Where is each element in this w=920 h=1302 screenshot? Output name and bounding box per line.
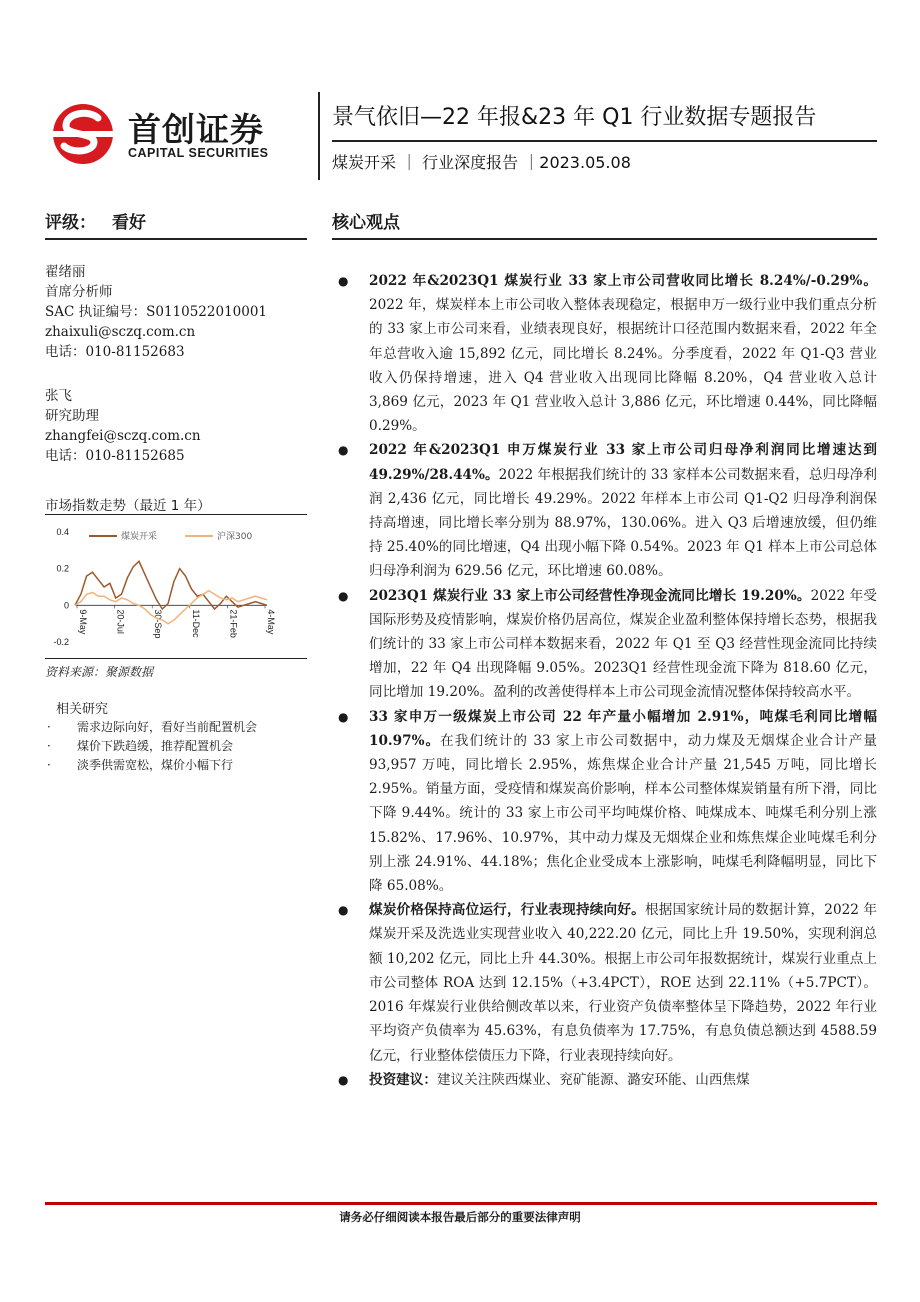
rating-label: 评级： <box>45 213 96 233</box>
legend-label: 煤炭开采 <box>121 532 158 542</box>
market-index-chart <box>45 518 307 658</box>
core-view-body: 2022 年根据我们统计的 33 家样本公司数据来看，总归母净利润 2,436 亿元，同比增长 49.29%。2022 年样本上市公司 Q1-Q2 归母净利润保持高增速，同比增长率分别为 88.97%，130.06%。进入 Q3 后增速放缓，但仍维持 25.40%的同比增速，Q4 出现小幅下降 0.54%。2023 年 Q1 样本上市公司总体归母净利润为 629.56 亿元，环比增速 60.08%。 <box>369 466 878 580</box>
related-research-list <box>45 718 257 775</box>
logo-chinese-text: 首创证券 <box>128 110 264 149</box>
core-view-item <box>332 705 877 899</box>
bullet-icon: ● <box>338 588 349 603</box>
core-view-item <box>332 898 877 1067</box>
core-view-body: 2022 年，煤炭样本上市公司收入整体表现稳定，根据申万一级行业中我们重点分析的 33 家上市公司来看，业绩表现良好，根据统计口径范围内数据来看，2022 年全年总营收入逾 15,892 亿元，同比增长 8.24%。分季度看，2022 年 Q1-Q3 营业收入仍保持增速，进入 Q4 营业收入出现同比降幅 8.20%，Q4 营业收入总计 3,869 亿元，2023 年 Q1 营业收入总计 3,886 亿元，环比增速 0.44%，同比降幅 0.29%。 <box>369 297 877 435</box>
related-research-text: 煤价下跌趋缓，推荐配置机会 <box>77 739 234 753</box>
x-tick-label: 30-Sep <box>153 609 164 639</box>
core-view-headline: 投资建议： <box>369 1071 437 1088</box>
analyst-email[interactable]: zhaixuli@sczq.com.cn <box>45 324 196 340</box>
core-view-body: 根据国家统计局的数据计算，2022 年煤炭开采及洗选业实现营业收入 40,222.20 亿元，同比上升 19.50%，实现利润总额 10,202 亿元，同比上升 44.30%。根据上市公司年报数据统计，煤炭行业重点上市公司整体 ROA 达到 12.15%（+3.4PCT），ROE 达到 22.11%（+5.7PCT）。2016 年煤炭行业供给侧改革以来，行业资产负债率整体呈下降趋势，2022 年行业平均资产负债率为 45.63%，有息负债率为 17.75%，有息负债总额达到 4588.59 亿元，行业整体偿债压力下降，行业表现持续向好。 <box>369 902 878 1064</box>
related-research-title: 相关研究 <box>56 702 109 717</box>
header-divider <box>318 92 320 180</box>
capital-securities-logo-icon <box>50 102 120 166</box>
analyst-sac: SAC 执证编号：S0110522010001 <box>45 304 268 320</box>
x-tick-label: 9-May <box>78 609 88 635</box>
related-research-text: 需求边际向好，看好当前配置机会 <box>77 720 258 734</box>
y-tick-label: 0.2 <box>56 563 69 574</box>
core-view-headline: 33 家申万一级煤炭上市公司 22 年产量小幅增加 2.91%，吨煤毛利同比增幅 10.97%。 <box>369 708 877 749</box>
core-view-body: 2022 年受国际形势及疫情影响，煤炭价格仍居高位，煤炭企业盈利整体保持增长态势，根据我们统计的 33 家上市公司样本数据来看，2022 年 Q1 至 Q3 经营性现金流同比持续增加，22 年 Q4 出现降幅 9.05%。2023Q1 经营性现金流下降为 818.60 亿元，同比增加 19.20%。盈利的改善使得样本上市公司现金流情况整体保持较高水平。 <box>369 587 877 701</box>
related-research-item[interactable] <box>45 756 257 775</box>
rating <box>45 208 146 233</box>
logo-english-text: CAPITAL SECURITIES <box>128 146 269 160</box>
analyst-name: 张飞 <box>45 388 72 404</box>
core-views-list <box>332 269 877 1092</box>
core-view-headline: 2022 年&2023Q1 申万煤炭行业 33 家上市公司归母净利润同比增速达到 49.29%/28.44%。 <box>369 442 877 483</box>
core-views-rule <box>332 238 877 240</box>
rating-value: 看好 <box>112 213 146 233</box>
legend-label: 沪深300 <box>217 532 253 542</box>
bullet-icon: · <box>47 758 51 772</box>
analyst-card <box>45 386 201 466</box>
bullet-icon: ● <box>338 903 349 918</box>
title-rule <box>332 140 877 142</box>
analyst-phone: 电话：010-81152685 <box>45 448 185 464</box>
company-logo <box>50 98 300 168</box>
analyst-name: 翟绪丽 <box>45 264 86 280</box>
analyst-email[interactable]: zhangfei@sczq.com.cn <box>45 428 201 444</box>
x-tick-label: 4-May <box>266 609 276 635</box>
analyst-role: 研究助理 <box>45 408 99 424</box>
core-view-item <box>332 438 877 583</box>
bullet-icon: ● <box>338 443 349 458</box>
core-views-title: 核心观点 <box>332 213 400 233</box>
core-view-item <box>332 1068 877 1092</box>
related-research-item[interactable] <box>45 737 257 756</box>
bullet-icon: ● <box>338 1072 349 1087</box>
chart-top-rule <box>45 514 307 515</box>
legal-disclaimer-note: 请务必仔细阅读本报告最后部分的重要法律声明 <box>339 1210 581 1224</box>
analyst-phone: 电话：010-81152683 <box>45 344 185 360</box>
bullet-icon: · <box>47 720 51 734</box>
y-tick-label: 0 <box>63 600 69 611</box>
y-tick-label: -0.2 <box>53 637 69 647</box>
related-research-item[interactable] <box>45 718 257 737</box>
report-title: 景气依旧—22 年报&23 年 Q1 行业数据专题报告 <box>332 105 817 130</box>
core-view-headline: 2022 年&2023Q1 煤炭行业 33 家上市公司营收同比增长 8.24%/-0.29%。 <box>369 273 877 289</box>
x-tick-label: 21-Feb <box>228 609 239 638</box>
footer-rule <box>45 1202 877 1205</box>
report-subtitle: 煤炭开采 ｜ 行业深度报告 ｜2023.05.08 <box>332 153 631 172</box>
analyst-card <box>45 262 267 362</box>
chart-source: 资料来源：聚源数据 <box>45 665 154 679</box>
chart-bottom-rule <box>45 658 307 659</box>
related-research-text: 淡季供需宽松，煤价小幅下行 <box>77 758 234 772</box>
x-tick-label: 11-Dec <box>190 609 201 638</box>
core-view-item <box>332 269 877 438</box>
core-view-item <box>332 584 877 705</box>
chart-title: 市场指数走势（最近 1 年） <box>45 498 211 514</box>
bullet-icon: · <box>47 739 51 753</box>
core-view-headline: 2023Q1 煤炭行业 33 家上市公司经营性净现金流同比增长 19.20%。 <box>369 587 811 604</box>
rating-rule <box>45 238 307 240</box>
core-view-body: 在我们统计的 33 家上市公司数据中，动力煤及无烟煤企业合计产量 93,957 万吨，同比增长 2.95%，炼焦煤企业合计产量 21,545 万吨，同比增长 2.95%。销量方面，受疫情和煤炭高价影响，样本公司整体煤炭销量有所下滑，同比下降 9.44%。统计的 33 家上市公司平均吨煤价格、吨煤成本、吨煤毛利分别上涨 15.82%、17.96%、10.97%，其中动力煤及无烟煤企业和炼焦煤企业吨煤毛利分别上涨 24.91%、44.18%；焦化企业受成本上涨影响，吨煤毛利降幅明显，同比下降 65.08%。 <box>369 732 878 895</box>
core-view-body: 建议关注陕西煤业、兖矿能源、潞安环能、山西焦煤 <box>436 1071 750 1088</box>
bullet-icon: ● <box>338 709 349 724</box>
y-tick-label: 0.4 <box>56 527 69 537</box>
analyst-role: 首席分析师 <box>45 284 113 300</box>
core-view-headline: 煤炭价格保持高位运行，行业表现持续向好。 <box>369 902 645 919</box>
x-tick-label: 20-Jul <box>115 609 126 634</box>
bullet-icon: ● <box>338 274 349 288</box>
